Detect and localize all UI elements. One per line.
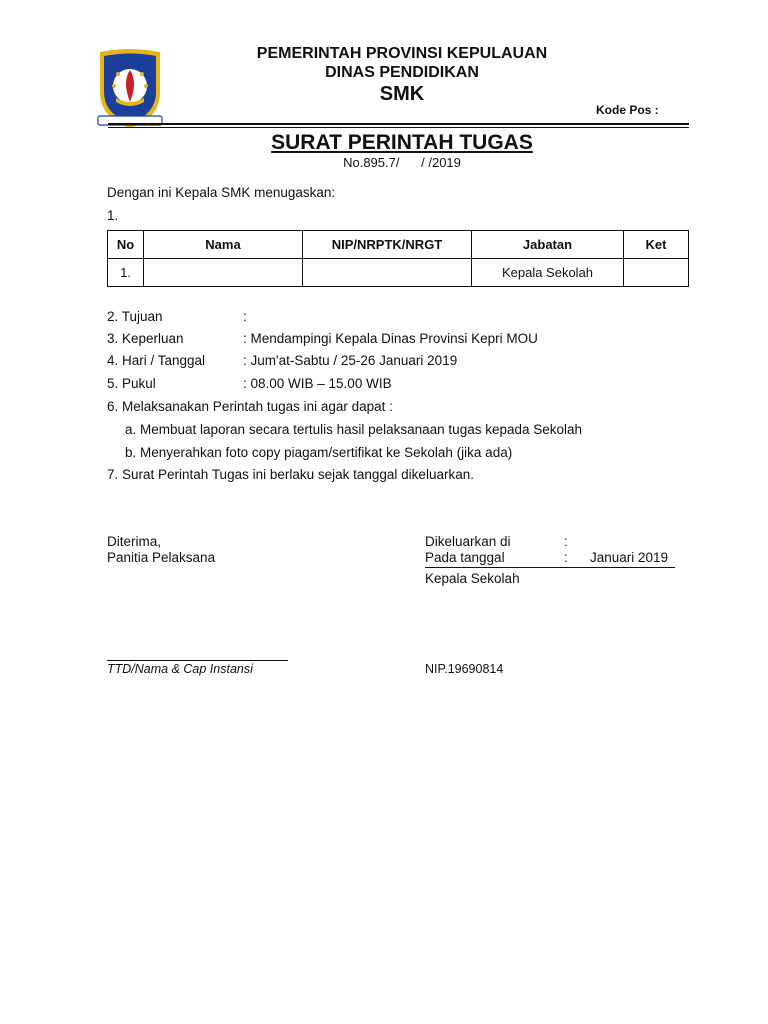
item-6-text: 6. Melaksanakan Perintah tugas ini agar dapat : xyxy=(107,399,393,414)
item-tujuan-value: : xyxy=(243,309,247,324)
postal-code-label: Kode Pos : xyxy=(596,103,659,117)
column-header-jabatan: Jabatan xyxy=(472,231,624,259)
item-7-text: 7. Surat Perintah Tugas ini berlaku sejak tanggal dikeluarkan. xyxy=(107,467,474,482)
received-label: Diterima, xyxy=(107,534,162,549)
sub-item-b: b. Menyerahkan foto copy piagam/sertifikat ke Sekolah (jika ada) xyxy=(125,445,513,460)
item-pukul-label: 5. Pukul xyxy=(107,376,156,391)
column-header-ket: Ket xyxy=(624,231,689,259)
principal-nip: NIP.19690814 xyxy=(425,662,504,676)
column-header-nip: NIP/NRPTK/NRGT xyxy=(303,231,472,259)
signature-caption: TTD/Nama & Cap Instansi xyxy=(107,662,253,676)
intro-text: Dengan ini Kepala SMK menugaskan: xyxy=(107,185,336,200)
issued-at-colon: : xyxy=(564,534,568,549)
item-keperluan-value: : Mendampingi Kepala Dinas Provinsi Kepri MOU xyxy=(243,331,538,346)
assignee-table xyxy=(107,230,689,287)
item-hari-tanggal-value: : Jum'at-Sabtu / 25-26 Januari 2019 xyxy=(243,353,458,368)
left-signature-line xyxy=(107,660,288,661)
sub-item-a: a. Membuat laporan secara tertulis hasil pelaksanaan tugas kepada Sekolah xyxy=(125,422,583,437)
cell-ket xyxy=(624,259,689,287)
intro-number: 1. xyxy=(107,208,119,223)
header-department-line: DINAS PENDIDIKAN xyxy=(325,64,479,81)
committee-label: Panitia Pelaksana xyxy=(107,550,216,565)
issued-date-line xyxy=(425,567,675,568)
document-title: SURAT PERINTAH TUGAS xyxy=(271,131,533,154)
header-school-line: SMK xyxy=(379,83,425,105)
issued-date-label: Pada tanggal xyxy=(425,550,505,565)
principal-title: Kepala Sekolah xyxy=(425,571,520,586)
header-rule-thin xyxy=(108,127,689,128)
header-government-line: PEMERINTAH PROVINSI KEPULAUAN xyxy=(256,45,548,62)
cell-nip xyxy=(303,259,472,287)
header-rule-thick xyxy=(108,123,689,125)
cell-no: 1. xyxy=(108,259,144,287)
issued-at-label: Dikeluarkan di xyxy=(425,534,511,549)
item-keperluan-label: 3. Keperluan xyxy=(107,331,184,346)
cell-nama xyxy=(144,259,303,287)
document-number: No.895.7/ / /2019 xyxy=(343,155,461,170)
table-header-row xyxy=(108,231,689,259)
issued-date-colon: : xyxy=(564,550,568,565)
item-pukul-value: : 08.00 WIB – 15.00 WIB xyxy=(243,376,392,391)
item-tujuan-label: 2. Tujuan xyxy=(107,309,163,324)
item-hari-tanggal-label: 4. Hari / Tanggal xyxy=(107,353,206,368)
column-header-nama: Nama xyxy=(144,231,303,259)
cell-jabatan: Kepala Sekolah xyxy=(472,259,624,287)
table-row xyxy=(108,259,689,287)
issued-date-value: Januari 2019 xyxy=(590,550,669,565)
column-header-no: No xyxy=(108,231,144,259)
